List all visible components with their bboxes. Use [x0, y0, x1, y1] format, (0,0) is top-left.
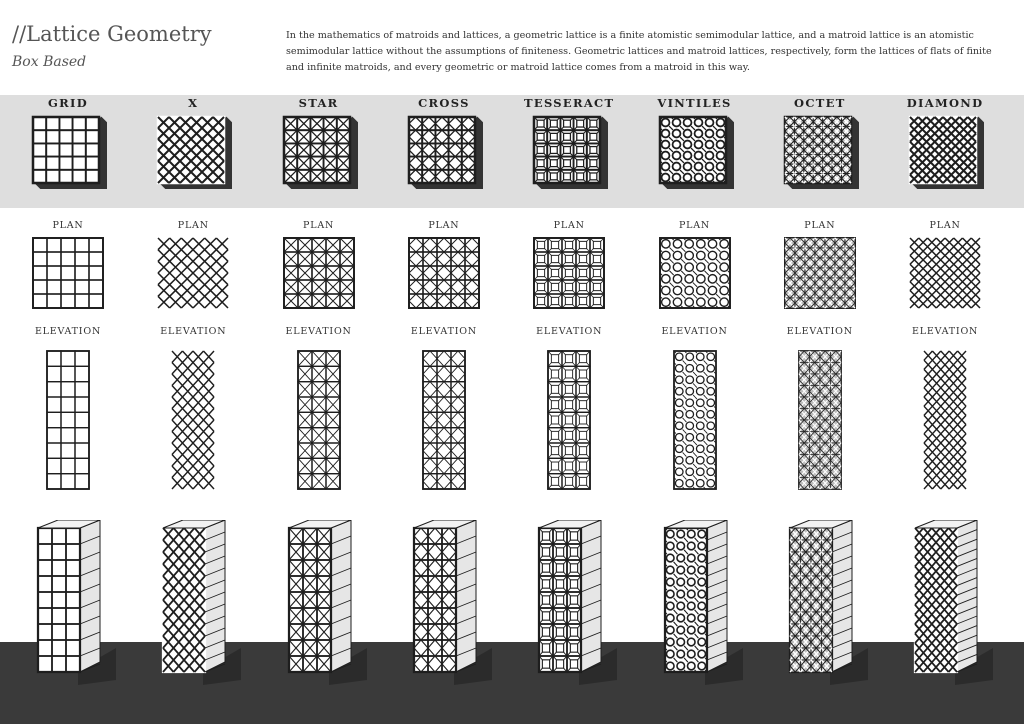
lattice-tower-render	[6, 520, 130, 685]
plan-label: PLAN	[303, 220, 335, 231]
plan-label: PLAN	[52, 220, 84, 231]
elevation-label: ELEVATION	[661, 326, 728, 337]
lattice-tower-render	[507, 520, 631, 685]
lattice-name: OCTET	[794, 96, 846, 110]
plan-label: PLAN	[553, 220, 585, 231]
lattice-name: VINTILES	[657, 96, 732, 110]
lattice-plan-view	[282, 236, 356, 310]
lattice-tower-render	[382, 520, 506, 685]
lattice-tower-render	[883, 520, 1007, 685]
page-subtitle: Box Based	[12, 54, 87, 70]
lattice-column-grid	[6, 95, 130, 695]
plan-label: PLAN	[678, 220, 711, 231]
elevation-label: ELEVATION	[160, 326, 227, 337]
lattice-iso-thumbnail	[29, 113, 107, 189]
lattice-plan-view	[532, 236, 606, 310]
lattice-column-cross	[382, 95, 506, 695]
lattice-plan-view	[658, 236, 732, 310]
lattice-elevation-view	[295, 349, 343, 491]
lattice-column-diamond	[883, 95, 1007, 695]
lattice-column-octet	[758, 95, 882, 695]
elevation-label: ELEVATION	[912, 326, 979, 337]
lattice-name: X	[188, 96, 199, 110]
lattice-tower-render	[257, 520, 381, 685]
lattice-name: CROSS	[418, 96, 470, 110]
lattice-elevation-view	[545, 349, 593, 491]
lattice-elevation-view	[169, 349, 217, 491]
lattice-elevation-view	[921, 349, 969, 491]
elevation-label: ELEVATION	[285, 326, 352, 337]
lattice-elevation-view	[44, 349, 92, 491]
lattice-iso-thumbnail	[405, 113, 483, 189]
lattice-plan-view	[407, 236, 481, 310]
lattice-name: DIAMOND	[906, 96, 984, 110]
elevation-label: ELEVATION	[786, 326, 853, 337]
lattice-iso-thumbnail	[154, 113, 232, 189]
lattice-name: GRID	[48, 96, 88, 110]
plan-label: PLAN	[177, 220, 209, 231]
lattice-plan-view	[783, 236, 857, 310]
lattice-name: TESSERACT	[524, 96, 615, 110]
lattice-tower-render	[758, 520, 882, 685]
elevation-label: ELEVATION	[410, 326, 477, 337]
lattice-tower-render	[633, 520, 757, 685]
lattice-plan-view	[156, 236, 230, 310]
lattice-elevation-view	[420, 349, 468, 491]
plan-label: PLAN	[804, 220, 836, 231]
lattice-iso-thumbnail	[656, 113, 734, 189]
lattice-column-tesseract	[507, 95, 631, 695]
lattice-elevation-view	[796, 349, 844, 491]
lattice-tower-render	[131, 520, 255, 685]
lattice-iso-thumbnail	[906, 113, 984, 189]
lattice-plan-view	[908, 236, 982, 310]
elevation-label: ELEVATION	[34, 326, 102, 337]
lattice-plan-view	[31, 236, 105, 310]
lattice-column-star	[257, 95, 381, 695]
lattice-iso-thumbnail	[280, 113, 358, 189]
elevation-label: ELEVATION	[536, 326, 603, 337]
lattice-elevation-view	[671, 349, 719, 491]
page-title: //Lattice Geometry	[12, 22, 212, 46]
lattice-iso-thumbnail	[781, 113, 859, 189]
plan-label: PLAN	[428, 220, 460, 231]
plan-label: PLAN	[929, 220, 961, 231]
lattice-name: STAR	[298, 96, 339, 110]
lattice-iso-thumbnail	[530, 113, 608, 189]
lattice-column-x	[131, 95, 255, 695]
lattice-column-vintiles	[633, 95, 757, 695]
page-description: In the mathematics of matroids and lattices, a geometric lattice is a finite atomistic semimodular lattice, and a matroid lattice is an atomistic semimodular lattice without the assumptions of finiteness. Geometric lattices and matroid lattices, respectively, form the lattices of flats of finite and infinite matroids, and every geometric or matroid lattice comes from a matroid in this way.	[286, 30, 992, 73]
